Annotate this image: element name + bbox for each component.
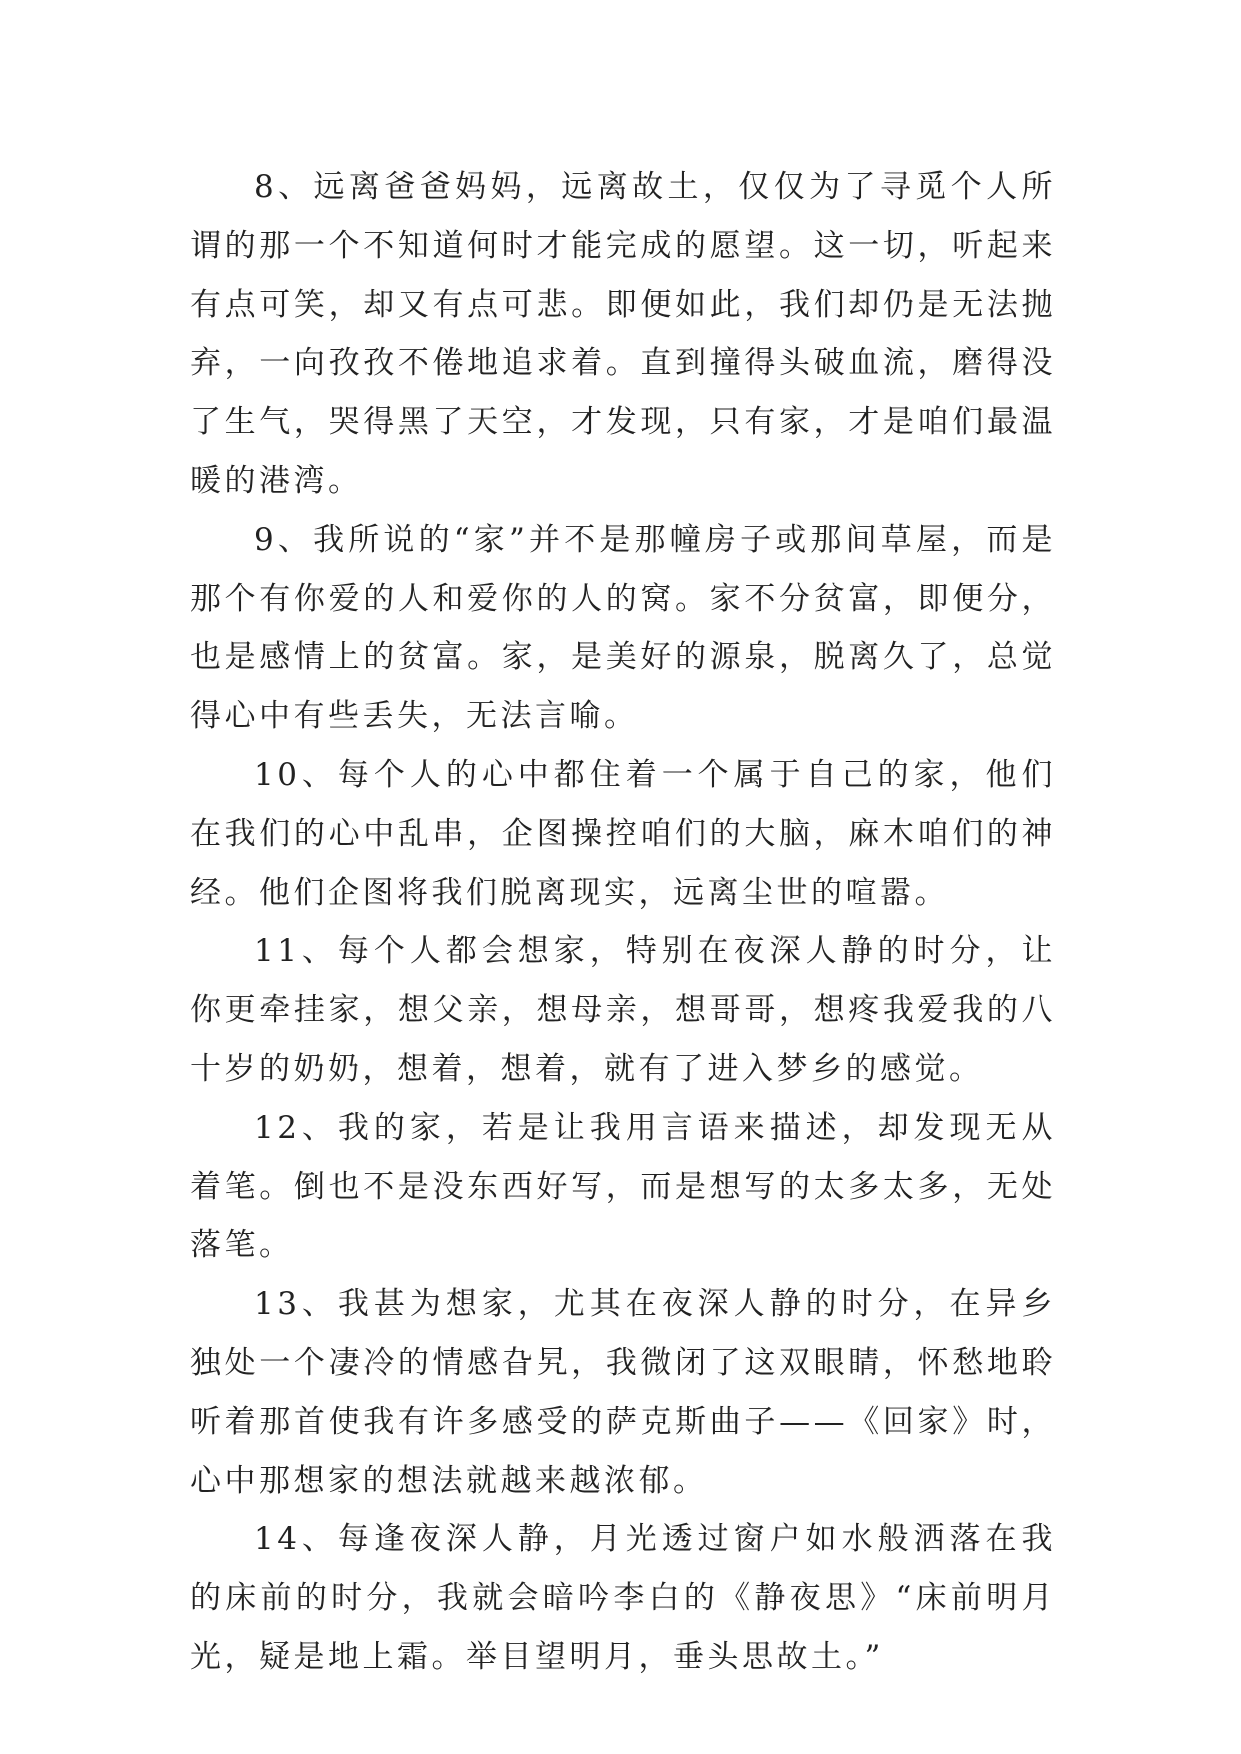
paragraph-13: 13、我甚为想家，尤其在夜深人静的时分，在异乡独处一个凄冷的情感旮旯，我微闭了这双眼睛，怀愁地聆听着那首使我有许多感受的萨克斯曲子——《回家》时，心中那想家的想法就越来越浓郁。 [190,1286,1056,1499]
paragraph-14: 14、每逢夜深人静，月光透过窗户如水般洒落在我的床前的时分，我就会暗吟李白的《静夜思》“床前明月光，疑是地上霜。举目望明月，垂头思故土。” [190,1521,1056,1675]
paragraph-12: 12、我的家，若是让我用言语来描述，却发现无从着笔。倒也不是没东西好写，而是想写的太多太多，无处落笔。 [190,1109,1056,1264]
paragraph-11: 11、每个人都会想家，特别在夜深人静的时分，让你更牵挂家，想父亲，想母亲，想哥哥，想疼我爱我的八十岁的奶奶，想着，想着，就有了进入梦乡的感觉。 [190,933,1056,1087]
paragraph-9: 9、我所说的“家”并不是那幢房子或那间草屋，而是那个有你爱的人和爱你的人的窝。家不分贫富，即便分，也是感情上的贫富。家，是美好的源泉，脱离久了，总觉得心中有些丢失，无法言喻。 [190,521,1056,735]
paragraph-10: 10、每个人的心中都住着一个属于自己的家，他们在我们的心中乱串，企图操控咱们的大脑，麻木咱们的神经。他们企图将我们脱离现实，远离尘世的喧嚣。 [190,756,1056,911]
document-body [190,158,1056,1687]
paragraph-8: 8、远离爸爸妈妈，远离故土，仅仅为了寻觅个人所谓的那一个不知道何时才能完成的愿望。这一切，听起来有点可笑，却又有点可悲。即便如此，我们却仍是无法抛弃，一向孜孜不倦地追求着。直到撞得头破血流，磨得没了生气，哭得黑了天空，才发现，只有家，才是咱们最温暖的港湾。 [190,169,1056,499]
